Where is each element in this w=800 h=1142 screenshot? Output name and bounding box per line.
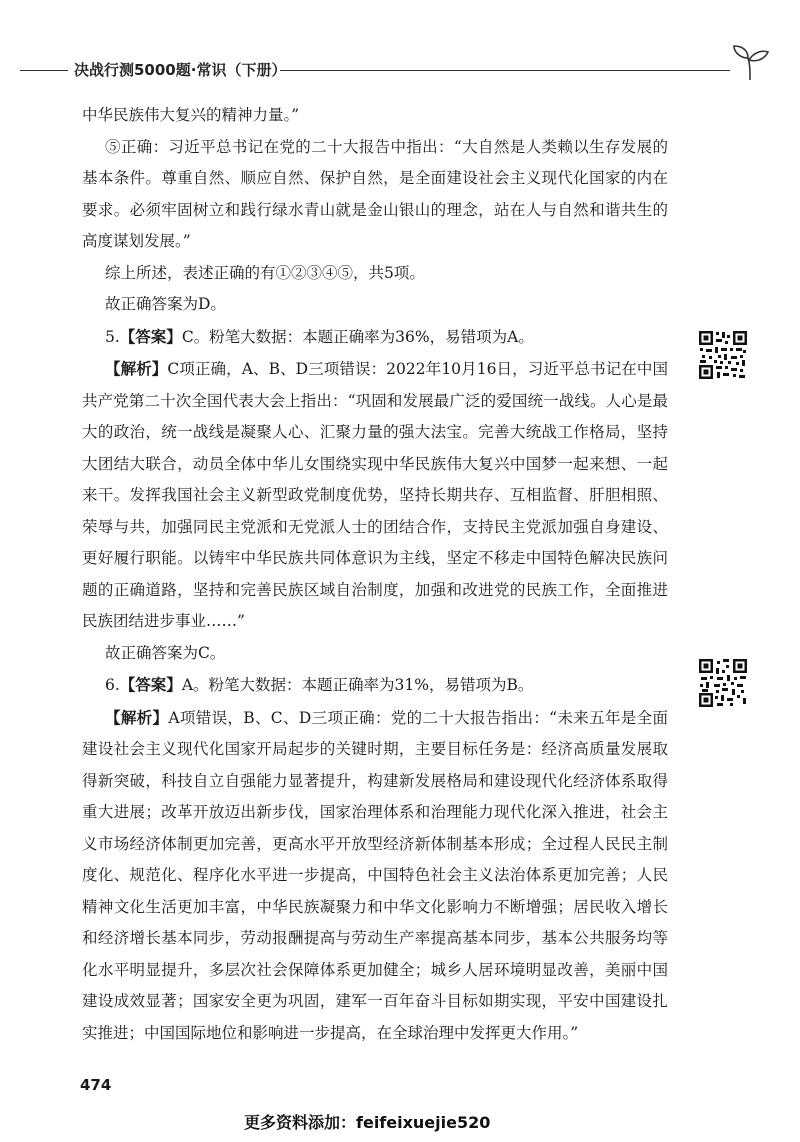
answer-text: C。粉笔大数据：本题正确率为36%，易错项为A。 xyxy=(181,327,534,346)
analysis-tag: 【解析】 xyxy=(105,707,169,727)
paragraph: 综上所述，表述正确的有①②③④⑤，共5项。 xyxy=(105,263,425,282)
q6-analysis xyxy=(82,702,668,1050)
answer-tag: 【答案】 xyxy=(119,675,182,694)
header-rule-left xyxy=(20,70,68,71)
q5-analysis xyxy=(82,353,668,638)
footer-note: 更多资料添加：feifeixuejie520 xyxy=(244,1113,491,1132)
q5-conclusion: 故正确答案为C。 xyxy=(105,643,226,662)
qr-code-icon[interactable] xyxy=(698,330,748,380)
header-rule-right xyxy=(280,70,730,71)
running-header xyxy=(0,40,800,90)
answer-tag: 【答案】 xyxy=(119,326,182,346)
paragraph: ⑤正确：习近平总书记在党的二十大报告中指出：“大自然是人类赖以生存发展的基本条件。尊重自然、顺应自然、保护自然，是全面建设社会主义现代化国家的内在要求。必须牢固树立和践行绿水青山就是金山银山的理念，站在人与自然和谐共生的高度谋划发展。” xyxy=(82,137,668,250)
answer-text: A。粉笔大数据：本题正确率为31%，易错项为B。 xyxy=(181,676,534,694)
header-title: 决战行测5000题·常识（下册） xyxy=(74,61,287,79)
page-number: 474 xyxy=(80,1076,112,1094)
sprout-icon xyxy=(728,40,772,84)
qr-code-icon[interactable] xyxy=(698,658,748,708)
paragraph: 中华民族伟大复兴的精神力量。” xyxy=(82,106,300,124)
analysis-tag: 【解析】 xyxy=(105,359,168,378)
page-content xyxy=(82,100,668,1049)
q6-answer xyxy=(82,669,668,702)
question-number: 5. xyxy=(105,327,120,346)
analysis-text: A项错误，B、C、D三项正确：党的二十大报告指出：“未来五年是全面建设社会主义现代化国家开局起步的关键时期，主要目标任务是：经济高质量发展取得新突破，科技自立自强能力显著提升，构建新发展格局和建设现代化经济体系取得重大进展；改革开放迈出新步伐，国家治理体系和治理能力现代化深入推进，社会主义市场经济体制更加完善，更高水平开放型经济新体制基本形成；全过程人民民主制度化、规范化、程序化水平进一步提高，中国特色社会主义法治体系更加完善；人民精神文化生活更加丰富，中华民族凝聚力和中华文化影响力不断增强；居民收入增长和经济增长基本同步，劳动报酬提高与劳动生产率提高基本同步，基本公共服务均等化水平明显提升，多层次社会保障体系更加健全；城乡人居环境明显改善，美丽中国建设成效显著；国家安全更为巩固，建军一百年奋斗目标如期实现，平安中国建设扎实推进；中国国际地位和影响进一步提高，在全球治理中发挥更大作用。” xyxy=(82,708,668,1042)
paragraph: 故正确答案为D。 xyxy=(105,295,226,313)
q5-answer xyxy=(82,321,668,354)
analysis-text: C项正确，A、B、D三项错误：2022年10月16日，习近平总书记在中国共产党第二十次全国代表大会上指出：“巩固和发展最广泛的爱国统一战线。人心是最大的政治，统一战线是凝聚人心、汇聚力量的强大法宝。完善大统战工作格局，坚持大团结大联合，动员全体中华儿女围绕实现中华民族伟大复兴中国梦一起来想、一起来干。发挥我国社会主义新型政党制度优势，坚持长期共存、互相监督、肝胆相照、荣辱与共，加强同民主党派和无党派人士的团结合作，支持民主党派加强自身建设、更好履行职能。以铸牢中华民族共同体意识为主线，坚定不移走中国特色解决民族问题的正确道路，坚持和完善民族区域自治制度，加强和改进党的民族工作，全面推进民族团结进步事业……” xyxy=(82,360,668,630)
question-number: 6. xyxy=(105,676,120,694)
